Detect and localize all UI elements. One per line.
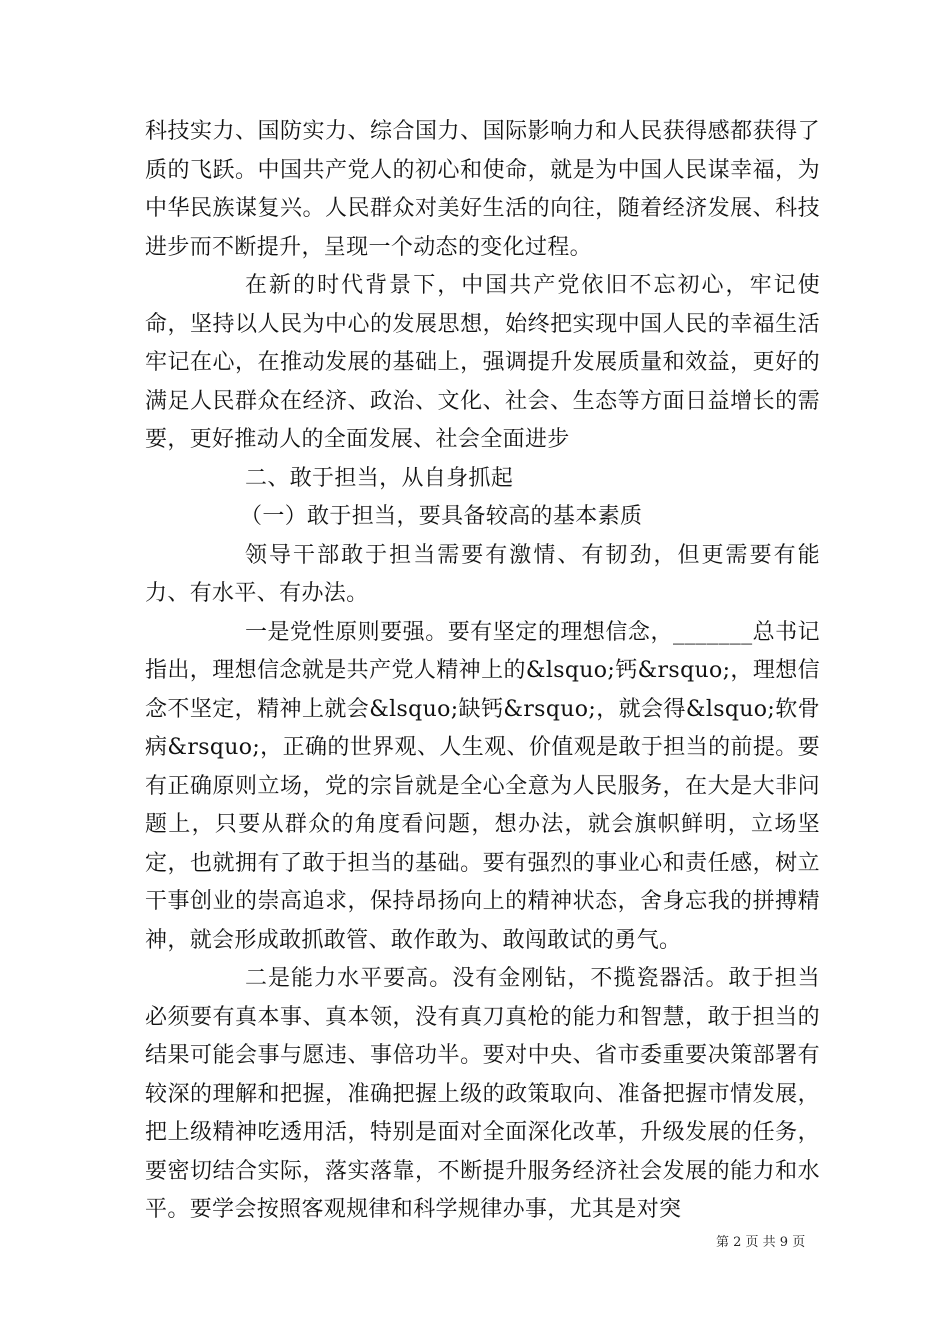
paragraph-party-principle: 一是党性原则要强。要有坚定的理想信念，_______总书记指出，理想信念就是共产党人精神上的&lsquo;钙&rsquo;，理想信念不坚定，精神上就会&lsquo;缺钙&rsquo;，就会得&lsquo;软骨病&rsquo;，正确的世界观、人生观、价值观是敢于担当的前提。要有正确原则立场，党的宗旨就是全心全意为人民服务，在大是大非问题上，只要从群众的角度看问题，想办法，就会旗帜鲜明，立场坚定，也就拥有了敢于担当的基础。要有强烈的事业心和责任感，树立干事创业的崇高追求，保持昂扬向上的精神状态，舍身忘我的拼搏精神，就会形成敢抓敢管、敢作敢为、敢闯敢试的勇气。: [145, 619, 820, 953]
paragraph-new-era: 在新的时代背景下，中国共产党依旧不忘初心，牢记使命，坚持以人民为中心的发展思想，始终把实现中国人民的幸福生活牢记在心，在推动发展的基础上，强调提升发展质量和效益，更好的满足人民群众在经济、政治、文化、社会、生态等方面日益增长的需要，更好推动人的全面发展、社会全面进步: [145, 273, 820, 452]
document-body: [145, 113, 820, 1230]
paragraph-ability: 二是能力水平要高。没有金刚钻，不揽瓷器活。敢于担当必须要有真本事、真本领，没有真刀真枪的能力和智慧，敢于担当的结果可能会事与愿违、事倍功半。要对中央、省市委重要决策部署有较深的理解和把握，准确把握上级的政策取向、准备把握市情发展，把上级精神吃透用活，特别是面对全面深化改革，升级发展的任务，要密切结合实际，落实落靠，不断提升服务经济社会发展的能力和水平。要学会按照客观规律和科学规律办事，尤其是对突: [145, 966, 820, 1222]
subsection-heading: （一）敢于担当，要具备较高的基本素质: [240, 504, 643, 529]
page-number-footer: 第 2 页 共 9 页: [716, 1235, 806, 1250]
section-heading: 二、敢于担当，从自身抓起: [245, 465, 514, 491]
paragraph-leadership: 领导干部敢于担当需要有激情、有韧劲，但更需要有能力、有水平、有办法。: [145, 542, 820, 606]
paragraph-continuation: 科技实力、国防实力、综合国力、国际影响力和人民获得感都获得了质的飞跃。中国共产党人的初心和使命，就是为中国人民谋幸福，为中华民族谋复兴。人民群众对美好生活的向往，随着经济发展、科技进步而不断提升，呈现一个动态的变化过程。: [145, 119, 820, 260]
